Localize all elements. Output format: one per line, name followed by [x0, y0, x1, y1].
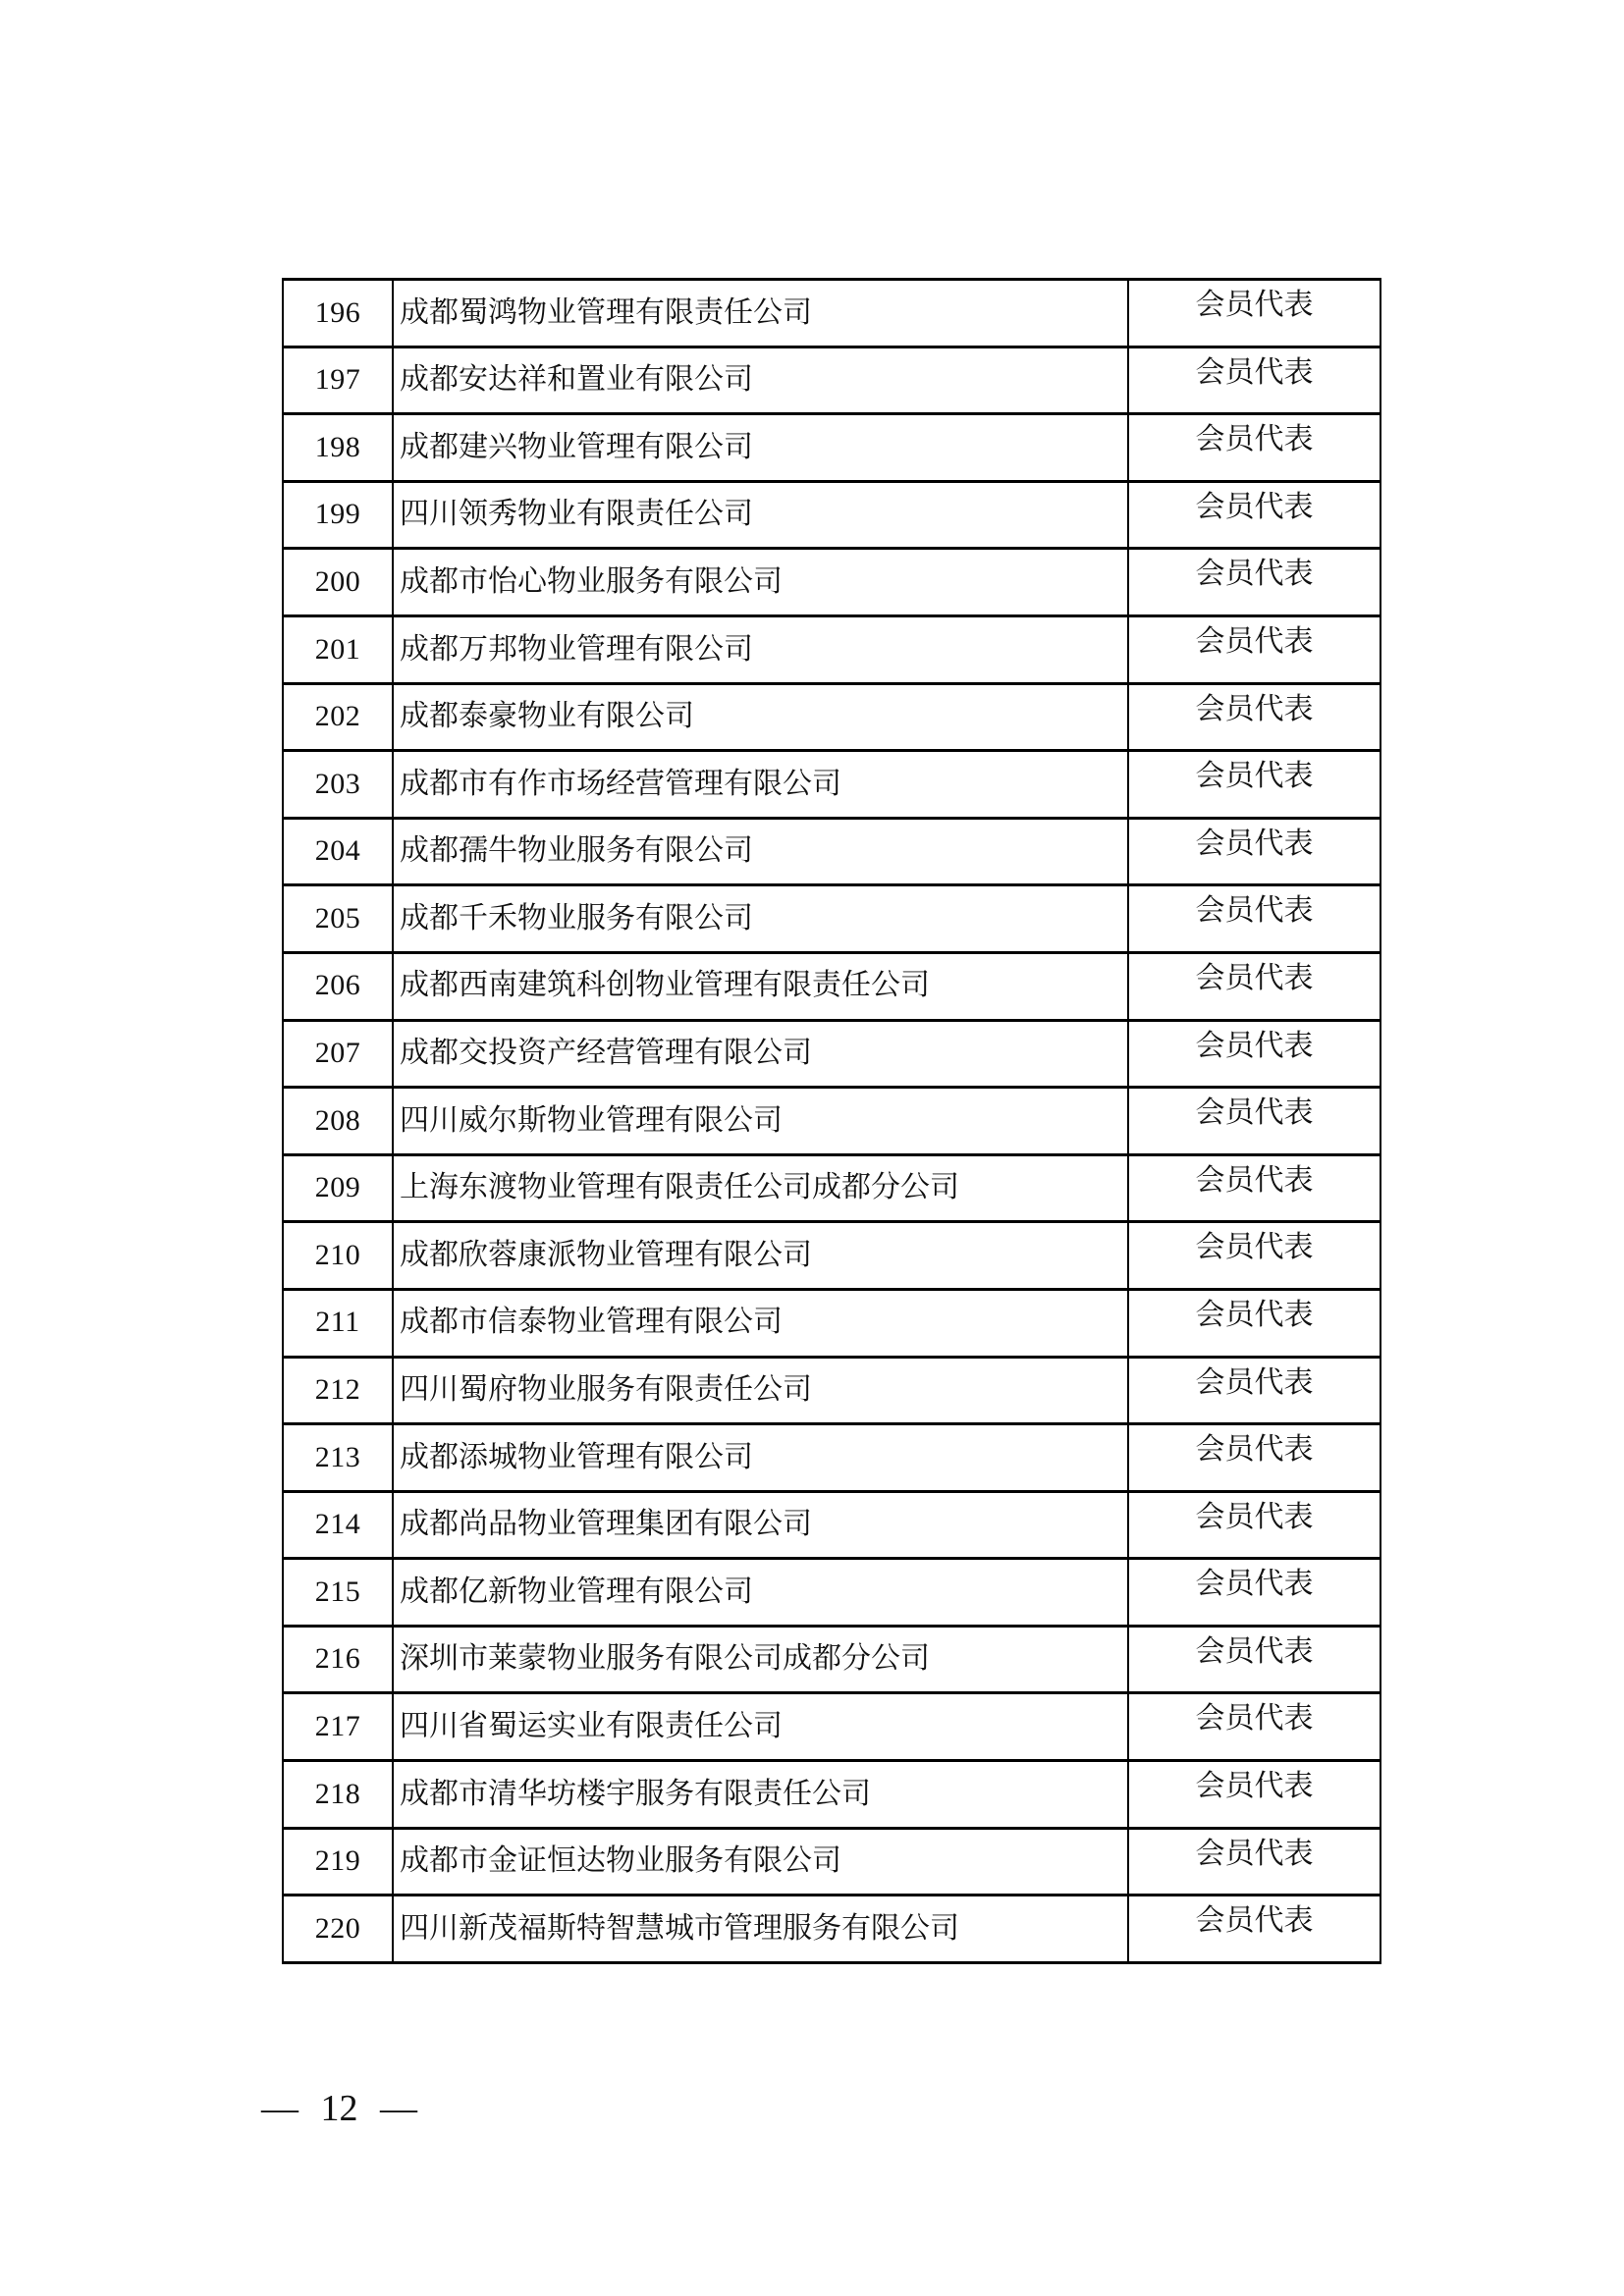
member-role-cell: 会员代表	[1128, 1761, 1380, 1829]
table-row	[283, 1761, 1380, 1829]
company-name-cell: 成都建兴物业管理有限公司	[393, 414, 1128, 482]
row-number-cell: 216	[283, 1626, 393, 1693]
table-row	[283, 1222, 1380, 1290]
member-role-cell: 会员代表	[1128, 1357, 1380, 1424]
company-name-cell: 上海东渡物业管理有限责任公司成都分公司	[393, 1154, 1128, 1222]
row-number-cell: 220	[283, 1896, 393, 1963]
member-role-cell: 会员代表	[1128, 1491, 1380, 1559]
member-role-cell: 会员代表	[1128, 1828, 1380, 1896]
table-row	[283, 1559, 1380, 1627]
company-name-cell: 四川领秀物业有限责任公司	[393, 481, 1128, 549]
table-row	[283, 1289, 1380, 1357]
member-role-cell: 会员代表	[1128, 615, 1380, 683]
member-role-cell: 会员代表	[1128, 683, 1380, 751]
table-row	[283, 885, 1380, 953]
row-number-cell: 212	[283, 1357, 393, 1424]
table-row	[283, 683, 1380, 751]
table-row	[283, 1088, 1380, 1155]
row-number-cell: 206	[283, 952, 393, 1020]
member-representative-table	[282, 278, 1381, 1964]
row-number-cell: 200	[283, 549, 393, 616]
company-name-cell: 成都市清华坊楼宇服务有限责任公司	[393, 1761, 1128, 1829]
company-name-cell: 成都市有作市场经营管理有限公司	[393, 751, 1128, 819]
row-number-cell: 215	[283, 1559, 393, 1627]
table-row	[283, 1357, 1380, 1424]
table-row	[283, 1020, 1380, 1088]
member-role-cell: 会员代表	[1128, 1424, 1380, 1492]
member-role-cell: 会员代表	[1128, 1559, 1380, 1627]
company-name-cell: 成都安达祥和置业有限公司	[393, 347, 1128, 414]
member-role-cell: 会员代表	[1128, 481, 1380, 549]
company-name-cell: 成都交投资产经营管理有限公司	[393, 1020, 1128, 1088]
company-name-cell: 成都尚品物业管理集团有限公司	[393, 1491, 1128, 1559]
table-row	[283, 481, 1380, 549]
member-role-cell: 会员代表	[1128, 1626, 1380, 1693]
member-role-cell: 会员代表	[1128, 414, 1380, 482]
member-role-cell: 会员代表	[1128, 751, 1380, 819]
table-body	[283, 280, 1380, 1963]
row-number-cell: 196	[283, 280, 393, 347]
row-number-cell: 203	[283, 751, 393, 819]
row-number-cell: 209	[283, 1154, 393, 1222]
company-name-cell: 成都千禾物业服务有限公司	[393, 885, 1128, 953]
member-role-cell: 会员代表	[1128, 818, 1380, 885]
member-role-cell: 会员代表	[1128, 885, 1380, 953]
table-row	[283, 414, 1380, 482]
row-number-cell: 214	[283, 1491, 393, 1559]
company-name-cell: 成都蜀鸿物业管理有限责任公司	[393, 280, 1128, 347]
table-row	[283, 952, 1380, 1020]
company-name-cell: 成都市金证恒达物业服务有限公司	[393, 1828, 1128, 1896]
company-name-cell: 成都添城物业管理有限公司	[393, 1424, 1128, 1492]
company-name-cell: 成都万邦物业管理有限公司	[393, 615, 1128, 683]
row-number-cell: 198	[283, 414, 393, 482]
row-number-cell: 204	[283, 818, 393, 885]
table-row	[283, 280, 1380, 347]
member-role-cell: 会员代表	[1128, 1693, 1380, 1761]
row-number-cell: 201	[283, 615, 393, 683]
table-row	[283, 1896, 1380, 1963]
table-row	[283, 751, 1380, 819]
table-row	[283, 615, 1380, 683]
row-number-cell: 205	[283, 885, 393, 953]
company-name-cell: 成都欣蓉康派物业管理有限公司	[393, 1222, 1128, 1290]
company-name-cell: 四川威尔斯物业管理有限公司	[393, 1088, 1128, 1155]
member-role-cell: 会员代表	[1128, 1896, 1380, 1963]
table-row	[283, 1828, 1380, 1896]
member-role-cell: 会员代表	[1128, 549, 1380, 616]
company-name-cell: 深圳市莱蒙物业服务有限公司成都分公司	[393, 1626, 1128, 1693]
row-number-cell: 211	[283, 1289, 393, 1357]
company-name-cell: 成都市信泰物业管理有限公司	[393, 1289, 1128, 1357]
table-row	[283, 347, 1380, 414]
row-number-cell: 219	[283, 1828, 393, 1896]
table-row	[283, 1491, 1380, 1559]
member-role-cell: 会员代表	[1128, 1020, 1380, 1088]
table-row	[283, 549, 1380, 616]
company-name-cell: 成都西南建筑科创物业管理有限责任公司	[393, 952, 1128, 1020]
company-name-cell: 成都孺牛物业服务有限公司	[393, 818, 1128, 885]
company-name-cell: 四川省蜀运实业有限责任公司	[393, 1693, 1128, 1761]
row-number-cell: 207	[283, 1020, 393, 1088]
row-number-cell: 197	[283, 347, 393, 414]
table-row	[283, 1154, 1380, 1222]
company-name-cell: 成都泰豪物业有限公司	[393, 683, 1128, 751]
row-number-cell: 208	[283, 1088, 393, 1155]
member-role-cell: 会员代表	[1128, 1154, 1380, 1222]
row-number-cell: 210	[283, 1222, 393, 1290]
row-number-cell: 218	[283, 1761, 393, 1829]
company-name-cell: 成都亿新物业管理有限公司	[393, 1559, 1128, 1627]
company-name-cell: 四川蜀府物业服务有限责任公司	[393, 1357, 1128, 1424]
table-row	[283, 1424, 1380, 1492]
table-row	[283, 1693, 1380, 1761]
member-role-cell: 会员代表	[1128, 1222, 1380, 1290]
member-role-cell: 会员代表	[1128, 952, 1380, 1020]
row-number-cell: 202	[283, 683, 393, 751]
row-number-cell: 199	[283, 481, 393, 549]
table-row	[283, 1626, 1380, 1693]
row-number-cell: 213	[283, 1424, 393, 1492]
member-role-cell: 会员代表	[1128, 1289, 1380, 1357]
row-number-cell: 217	[283, 1693, 393, 1761]
member-role-cell: 会员代表	[1128, 1088, 1380, 1155]
member-role-cell: 会员代表	[1128, 280, 1380, 347]
company-name-cell: 四川新茂福斯特智慧城市管理服务有限公司	[393, 1896, 1128, 1963]
member-role-cell: 会员代表	[1128, 347, 1380, 414]
page-number-footer: — 12 —	[261, 2088, 417, 2129]
table-row	[283, 818, 1380, 885]
company-name-cell: 成都市怡心物业服务有限公司	[393, 549, 1128, 616]
